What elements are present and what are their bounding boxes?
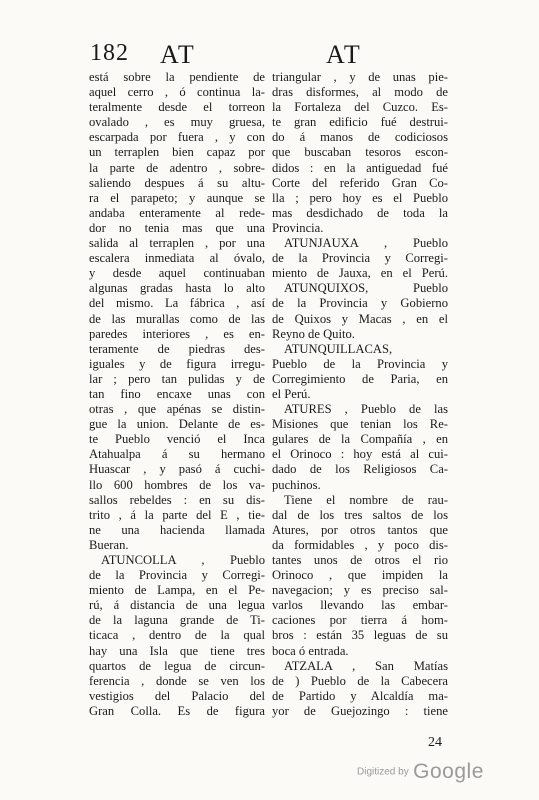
- watermark-prefix: Digitized by: [357, 766, 409, 778]
- text-line: miento de Lampa, en el Pe-: [89, 583, 265, 598]
- text-line: salida al terraplen , por una: [89, 236, 265, 251]
- text-line: otras , que apénas se distin-: [89, 402, 265, 417]
- text-line: Reyno de Quito.: [272, 326, 355, 341]
- text-line: quartos de legua de circun-: [89, 658, 265, 673]
- text-line: un terraplen bien capaz por: [89, 145, 265, 160]
- text-line: gue la union. Delante de es-: [89, 417, 265, 432]
- entry-heading-atzala: ATZALA , San Matías: [284, 658, 448, 673]
- entry-heading-atures: ATURES , Pueblo de las: [284, 402, 448, 417]
- running-head-left: AT: [160, 40, 196, 69]
- text-line: miento de Jauxa, en el Perú.: [272, 266, 448, 281]
- text-line: navegacion; y es preciso sal-: [272, 583, 448, 598]
- text-line: caciones por tierra á hom-: [272, 613, 448, 628]
- text-line: y desde aquel continuaban: [89, 266, 265, 281]
- text-line: el Perú.: [272, 386, 311, 401]
- google-logo: Google: [413, 760, 484, 783]
- text-line: puchinos.: [272, 477, 321, 492]
- entry-heading-atunjauxa: ATUNJAUXA , Pueblo: [284, 236, 448, 251]
- text-line: del mismo. La fábrica , así: [89, 296, 265, 311]
- text-line: algunas gradas hasta lo alto: [89, 281, 265, 296]
- text-line: ra el parapeto; y aunque se: [89, 190, 265, 205]
- text-line: Bueran.: [89, 537, 129, 552]
- text-line: mas desdichado de toda la: [272, 205, 448, 220]
- text-line: hay una Isla que tiene tres: [89, 643, 265, 658]
- text-line: de Partido y Alcaldía ma-: [272, 688, 448, 703]
- text-line: de Quixos y Macas , en el: [272, 311, 448, 326]
- text-line: rú, á distancia de una legua: [89, 598, 265, 613]
- text-line: vestigios del Palacio del: [89, 688, 265, 703]
- text-line: de la Provincia y Corregi-: [89, 568, 265, 583]
- text-line: Gran Colla. Es de figura: [89, 703, 265, 718]
- text-line: de la Provincia y Gobierno: [272, 296, 448, 311]
- entry-heading-atunquillacas: ATUNQUILLACAS,: [284, 341, 393, 356]
- text-line: do á manos de codiciosos: [272, 130, 448, 145]
- text-line: la Fortaleza del Cuzco. Es-: [272, 100, 448, 115]
- left-column: [89, 70, 265, 719]
- text-line: trito , á la parte del E , tie-: [89, 507, 265, 522]
- text-line: dal de los tres saltos de los: [272, 507, 448, 522]
- text-line: lla ; pero hoy es el Pueblo: [272, 190, 448, 205]
- page-number: 182: [90, 40, 129, 66]
- text-line: paredes interiores , es en-: [89, 326, 265, 341]
- text-line: de la laguna grande de Ti-: [89, 613, 265, 628]
- digitized-watermark: [357, 760, 484, 784]
- text-line: ovalado , es muy gruesa,: [89, 115, 265, 130]
- right-column: [272, 70, 448, 719]
- text-line: Corte del referido Gran Co-: [272, 175, 448, 190]
- text-line: de la Provincia y Corregi-: [272, 251, 448, 266]
- text-line: ferencia , donde se ven los: [89, 673, 265, 688]
- text-line: te Pueblo venció el Inca: [89, 432, 265, 447]
- text-line: varlos llevando las embar-: [272, 598, 448, 613]
- text-line: aquel cerro , ó continua la-: [89, 85, 265, 100]
- text-line: bros : están 35 leguas de su: [272, 628, 448, 643]
- text-line: llo 600 hombres de los va-: [89, 477, 265, 492]
- text-line: andaba enteramente al rede-: [89, 205, 265, 220]
- text-line: dras disformes, al modo de: [272, 85, 448, 100]
- text-line: Misiones que tenian los Re-: [272, 417, 448, 432]
- text-line: el Orinoco : hoy está al cui-: [272, 447, 448, 462]
- text-line: ne una hacienda llamada: [89, 522, 265, 537]
- text-line: teramente de piedras des-: [89, 341, 265, 356]
- text-line: de las murallas como de las: [89, 311, 265, 326]
- text-line: didos : en la antiguedad fué: [272, 160, 448, 175]
- text-line: de ) Pueblo de la Cabecera: [272, 673, 448, 688]
- text-line: yor de Guejozingo : tiene: [272, 703, 448, 718]
- running-head-right: AT: [326, 40, 362, 69]
- entry-heading-atunquixos: ATUNQUIXOS, Pueblo: [284, 281, 448, 296]
- text-line: saliendo despues á su altu-: [89, 175, 265, 190]
- text-line: Provincia.: [272, 220, 324, 235]
- text-line: Orinoco , que impiden la: [272, 568, 448, 583]
- text-line: Corregimiento de Paria, en: [272, 371, 448, 386]
- text-line: Tiene el nombre de rau-: [284, 492, 448, 507]
- text-line: gulares de la Compañía , en: [272, 432, 448, 447]
- text-line: dor no tenia mas que una: [89, 220, 265, 235]
- text-line: sallos rebeldes : en su dis-: [89, 492, 265, 507]
- text-line: está sobre la pendiente de: [89, 70, 265, 84]
- text-line: boca ó entrada.: [272, 643, 349, 658]
- text-line: Pueblo de la Provincia y: [272, 356, 448, 371]
- entry-heading-atuncolla: ATUNCOLLA , Pueblo: [101, 553, 265, 567]
- text-line: ticaca , dentro de la qual: [89, 628, 265, 643]
- text-line: tantes unos de otros el rio: [272, 553, 448, 567]
- page-header: [0, 40, 539, 70]
- text-line: Atures, por otros tantos que: [272, 522, 448, 537]
- text-line: dado de los Religiosos Ca-: [272, 462, 448, 477]
- text-line: Huascar , y pasó á cuchi-: [89, 462, 265, 477]
- text-line: Atahualpa á su hermano: [89, 447, 265, 462]
- catchword: 24: [428, 735, 442, 750]
- text-line: escalera inmediata al óvalo,: [89, 251, 265, 266]
- text-line: teralmente desde el torreon: [89, 100, 265, 115]
- text-line: lar ; pero tan pulidas y de: [89, 371, 265, 386]
- text-line: triangular , y de unas pie-: [272, 70, 448, 84]
- text-line: la parte de adentro , sobre-: [89, 160, 265, 175]
- text-line: da formidables , y poco dis-: [272, 537, 448, 552]
- text-line: tan fino encaxe unas con: [89, 386, 265, 401]
- text-line: que buscaban tesoros escon-: [272, 145, 448, 160]
- text-line: escarpada por fuera , y con: [89, 130, 265, 145]
- text-line: iguales y de figura irregu-: [89, 356, 265, 371]
- text-line: te gran edificio fué destrui-: [272, 115, 448, 130]
